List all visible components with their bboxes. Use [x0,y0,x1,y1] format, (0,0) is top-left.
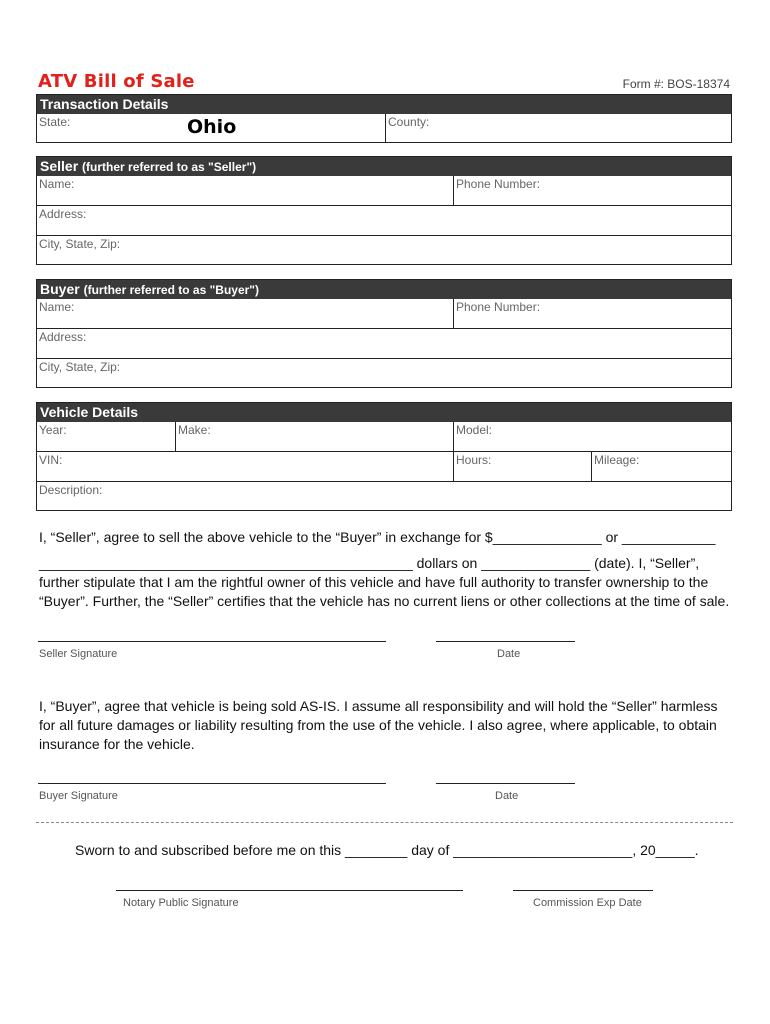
state-field[interactable] [37,114,385,142]
buyer-csz-label: City, State, Zip: [39,360,121,374]
vehicle-row-1 [37,422,731,451]
form-number: Form #: BOS-18374 [622,77,730,91]
county-field[interactable] [385,114,731,142]
seller-section [36,156,732,265]
notary-separator [36,822,733,823]
buyer-statement-line-3: insurance for the vehicle. [39,736,195,752]
vehicle-year-label: Year: [39,423,67,437]
seller-signature-label: Seller Signature [39,648,118,660]
seller-csz-field[interactable] [37,235,731,264]
seller-csz-label: City, State, Zip: [39,237,121,251]
seller-date-line[interactable] [436,641,575,642]
vehicle-model-label: Model: [456,423,493,437]
notary-signature-label: Notary Public Signature [123,897,239,909]
seller-name-label: Name: [39,177,75,191]
seller-address-field[interactable] [37,205,731,235]
commission-date-line[interactable] [513,890,653,891]
notary-sworn-text: Sworn to and subscribed before me on this ________ day of _______________________, 20_____. [75,842,699,858]
vehicle-year-field[interactable] [37,422,175,451]
seller-statement-line-1: I, “Seller”, agree to sell the above vehicle to the “Buyer” in exchange for $______________ or ____________ [39,529,716,545]
vehicle-description-label: Description: [39,483,103,497]
seller-heading-title: Seller [40,158,79,174]
seller-signature-line[interactable] [38,641,386,642]
buyer-section [36,279,732,388]
buyer-heading-title: Buyer [40,281,80,297]
vehicle-mileage-field[interactable] [591,452,731,481]
seller-statement-line-2: ________________________________________________ dollars on ______________ (date). I, “Seller”, [39,555,700,571]
vehicle-make-label: Make: [178,423,211,437]
document-title: ATV Bill of Sale [38,71,195,92]
transaction-details-section [36,94,732,143]
vehicle-hours-label: Hours: [456,453,492,467]
seller-phone-label: Phone Number: [456,177,541,191]
buyer-phone-label: Phone Number: [456,300,541,314]
buyer-signature-label: Buyer Signature [39,790,118,802]
buyer-date-line[interactable] [436,783,575,784]
seller-statement-line-4: “Buyer”. Further, the “Seller” certifies that the vehicle has no current liens or other collections at the time of sale. [39,593,730,609]
buyer-phone-field[interactable] [453,299,731,328]
vehicle-details-heading: Vehicle Details [37,403,731,422]
seller-phone-field[interactable] [453,176,731,205]
vehicle-description-field[interactable] [37,481,731,510]
commission-date-label: Commission Exp Date [533,897,642,909]
vehicle-vin-field[interactable] [37,452,453,481]
vehicle-vin-label: VIN: [39,453,63,467]
seller-name-field[interactable] [37,176,453,205]
state-value: Ohio [187,116,237,138]
buyer-heading [37,280,731,299]
vehicle-make-field[interactable] [175,422,453,451]
buyer-address-label: Address: [39,330,87,344]
seller-statement [39,528,739,611]
county-label: County: [388,115,430,129]
buyer-statement-line-2: for all future damages or liability resulting from the use of the vehicle. I also agree, where applicable, to obtain [39,717,717,733]
buyer-address-field[interactable] [37,328,731,358]
vehicle-hours-field[interactable] [453,452,591,481]
seller-name-row [37,176,731,205]
buyer-csz-field[interactable] [37,358,731,387]
buyer-statement [39,697,739,754]
seller-statement-line-3: further stipulate that I am the rightful owner of this vehicle and have full authority to transfer ownership to the [39,574,709,590]
vehicle-row-2 [37,451,731,481]
buyer-name-row [37,299,731,328]
vehicle-details-section [36,402,732,511]
transaction-row [37,114,731,142]
buyer-name-field[interactable] [37,299,453,328]
vehicle-model-field[interactable] [453,422,731,451]
vehicle-mileage-label: Mileage: [594,453,640,467]
seller-address-label: Address: [39,207,87,221]
buyer-date-label: Date [495,790,519,802]
buyer-statement-line-1: I, “Buyer”, agree that vehicle is being sold AS-IS. I assume all responsibility and will hold the “Seller” harmless [39,698,718,714]
buyer-name-label: Name: [39,300,75,314]
seller-date-label: Date [497,648,521,660]
state-label: State: [39,115,71,129]
notary-signature-line[interactable] [116,890,463,891]
buyer-signature-line[interactable] [38,783,386,784]
buyer-heading-sub: (further referred to as "Buyer") [83,283,259,297]
seller-heading-sub: (further referred to as "Seller") [82,160,257,174]
transaction-details-heading: Transaction Details [37,95,731,114]
seller-heading [37,157,731,176]
